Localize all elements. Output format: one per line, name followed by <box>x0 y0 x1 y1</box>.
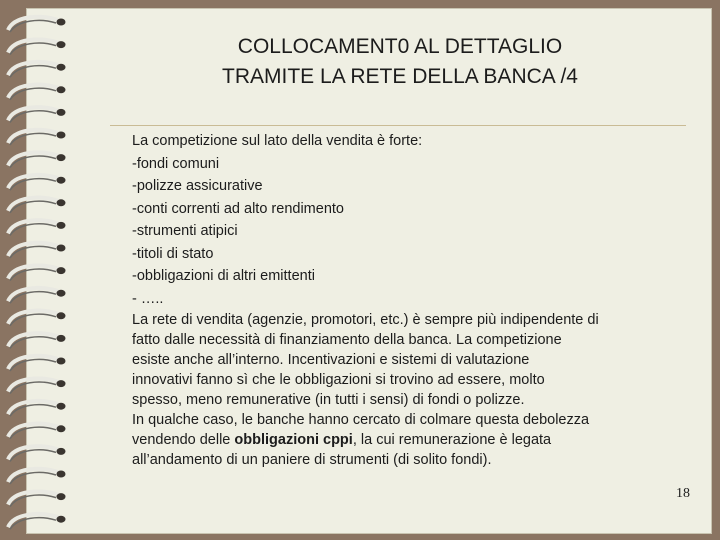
spiral-hole <box>57 245 66 252</box>
spiral-ring <box>8 17 58 30</box>
spiral-hole <box>57 290 66 297</box>
spiral-ring <box>8 333 58 346</box>
spiral-hole <box>57 267 66 274</box>
spiral-hole <box>57 154 66 161</box>
list-item-ellipsis: - ….. <box>132 290 164 307</box>
spiral-hole <box>57 516 66 523</box>
spiral-ring <box>8 175 58 188</box>
slide-title <box>120 32 680 92</box>
spiral-ring <box>8 62 58 75</box>
spiral-hole <box>57 19 66 26</box>
spiral-ring <box>8 378 58 391</box>
spiral-ring <box>8 85 58 98</box>
paragraph-rete-vendita <box>132 310 672 410</box>
spiral-binding <box>0 0 80 540</box>
spiral-hole <box>57 425 66 432</box>
spiral-hole <box>57 471 66 478</box>
spiral-hole <box>57 109 66 116</box>
paragraph-line: esiste anche all’interno. Incentivazioni e sistemi di valutazione <box>132 352 530 368</box>
paragraph-line: La rete di vendita (agenzie, promotori, etc.) è sempre più indipendente di <box>132 312 599 328</box>
spiral-ring <box>8 198 58 211</box>
spiral-ring <box>8 220 58 233</box>
paragraph-line: In qualche caso, le banche hanno cercato di colmare questa debolezza <box>132 412 590 428</box>
spiral-hole <box>57 177 66 184</box>
spiral-ring <box>8 107 58 120</box>
slide-body <box>132 130 672 470</box>
spiral-hole <box>57 358 66 365</box>
spiral-hole <box>57 222 66 229</box>
title-line-2: TRAMITE LA RETE DELLA BANCA /4 <box>222 65 578 88</box>
spiral-ring <box>8 356 58 369</box>
spiral-ring <box>8 401 58 414</box>
spiral-hole <box>57 86 66 93</box>
paragraph-line: fatto dalle necessità di finanziamento della banca. La competizione <box>132 332 562 348</box>
body-line: La competizione sul lato della vendita è forte: <box>132 133 423 149</box>
spiral-ring <box>8 288 58 301</box>
spiral-ring <box>8 130 58 143</box>
text-run: , la cui remunerazione è legata <box>352 432 552 448</box>
spiral-hole <box>57 380 66 387</box>
list-item-conti: -conti correnti ad alto rendimento <box>132 200 344 217</box>
spiral-ring <box>8 424 58 437</box>
spiral-ring <box>8 243 58 256</box>
spiral-ring <box>8 446 58 459</box>
spiral-ring <box>8 514 58 527</box>
spiral-hole <box>57 448 66 455</box>
bold-term-cppi: obbligazioni cppi <box>234 432 353 448</box>
spiral-hole <box>57 493 66 500</box>
page-number: 18 <box>676 486 690 501</box>
list-item-fondi: -fondi comuni <box>132 155 220 172</box>
paragraph-line <box>132 430 672 450</box>
list-item-obbligazioni: -obbligazioni di altri emittenti <box>132 268 315 284</box>
spiral-hole <box>57 199 66 206</box>
spiral-ring <box>8 39 58 52</box>
paragraph-line: all’andamento di un paniere di strumenti (di solito fondi). <box>132 452 492 468</box>
paragraph-line: spesso, meno remunerative (in tutti i sensi) di fondi o polizze. <box>132 392 525 408</box>
spiral-ring <box>8 491 58 504</box>
title-line-1: COLLOCAMENT0 AL DETTAGLIO <box>237 35 563 58</box>
spiral-hole <box>57 64 66 71</box>
spiral-ring <box>8 152 58 165</box>
text-run: vendendo delle <box>132 432 235 448</box>
spiral-hole <box>57 132 66 139</box>
spiral-ring <box>8 265 58 278</box>
paragraph-line: innovativi fanno sì che le obbligazioni si trovino ad essere, molto <box>132 372 545 388</box>
paragraph-cppi <box>132 410 672 470</box>
title-divider <box>110 125 686 126</box>
list-item-titoli: -titoli di stato <box>132 245 214 262</box>
spiral-hole <box>57 41 66 48</box>
spiral-hole <box>57 312 66 319</box>
spiral-hole <box>57 403 66 410</box>
spiral-hole <box>57 335 66 342</box>
list-item-polizze: -polizze assicurative <box>132 178 263 194</box>
list-item-atipici: -strumenti atipici <box>132 223 238 239</box>
spiral-ring <box>8 469 58 482</box>
spiral-ring <box>8 311 58 324</box>
